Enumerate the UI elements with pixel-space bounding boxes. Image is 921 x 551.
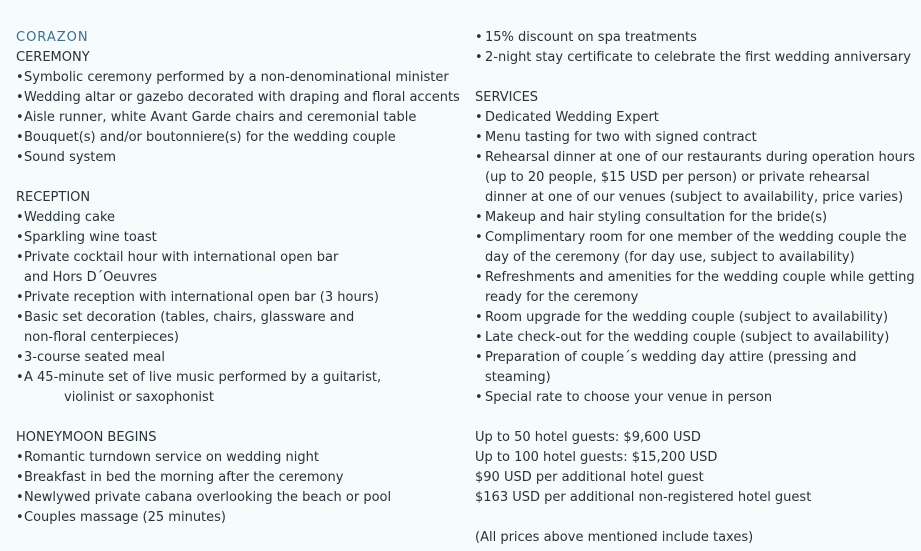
list-item: • Symbolic ceremony performed by a non-denominational minister [16,68,461,88]
list-item: • Sound system [16,148,461,168]
ceremony-heading: CEREMONY [16,50,90,65]
bullet-icon: • [475,50,483,65]
spacer [16,168,461,188]
list-item: • Menu tasting for two with signed contract [475,128,915,148]
price-line: Up to 50 hotel guests: $9,600 USD [475,430,701,445]
list-item: • Rehearsal dinner at one of our restaurants during operation hours (up to 20 people, $15 USD per person) or private rehearsal dinner at one of our venues (subject to availability, price varies) [475,150,916,205]
list-item: • Room upgrade for the wedding couple (subject to availability) [475,308,915,328]
bullet-icon: • [16,90,24,105]
bullet-icon: • [16,230,24,245]
honeymoon-list-continued [475,28,915,68]
list-item: • Complimentary room for one member of the wedding couple the day of the ceremony (for day use, subject to availability) [475,230,907,265]
list-item: • Private cocktail hour with international open bar and Hors D´Oeuvres [16,250,339,285]
list-item: • A 45-minute set of live music performed by a guitarist, violinist or saxophonist [16,368,461,408]
spacer [475,508,915,528]
bullet-icon: • [16,490,24,505]
list-item: • Newlywed private cabana overlooking the beach or pool [16,488,461,508]
bullet-icon: • [475,130,483,145]
bullet-icon: • [16,210,24,225]
bullet-icon: • [16,110,24,125]
list-item: • Private reception with international open bar (3 hours) [16,288,461,308]
bullet-icon: • [16,450,24,465]
bullet-icon: • [475,110,483,125]
reception-list [16,208,461,408]
bullet-icon: • [475,30,483,45]
list-item: • 15% discount on spa treatments [475,28,915,48]
bullet-icon: • [16,310,24,325]
bullet-icon: • [475,330,483,345]
list-item: • Aisle runner, white Avant Garde chairs and ceremonial table [16,108,461,128]
list-item-continuation: violinist or saxophonist [64,390,214,405]
list-item: • 2-night stay certificate to celebrate the first wedding anniversary [475,48,915,68]
list-item: • Refreshments and amenities for the wedding couple while getting ready for the ceremony [475,270,915,305]
honeymoon-list [16,448,461,528]
bullet-icon: • [16,70,24,85]
bullet-icon: • [16,250,24,265]
bullet-icon: • [16,470,24,485]
price-line: $90 USD per additional hotel guest [475,470,704,485]
bullet-icon: • [475,390,483,405]
price-note: (All prices above mentioned include taxes) [475,530,754,545]
list-item: • Makeup and hair styling consultation for the bride(s) [475,208,915,228]
services-heading: SERVICES [475,90,539,105]
list-item: • Breakfast in bed the morning after the ceremony [16,468,461,488]
list-item: • 3-course seated meal [16,348,461,368]
bullet-icon: • [16,510,24,525]
bullet-icon: • [16,350,24,365]
spacer [16,408,461,428]
bullet-icon: • [16,150,24,165]
list-item: • Special rate to choose your venue in person [475,388,915,408]
bullet-icon: • [475,150,483,165]
brand-title: CORAZON [16,30,89,45]
bullet-icon: • [475,230,483,245]
price-line: $163 USD per additional non-registered hotel guest [475,490,812,505]
left-column [16,28,461,528]
bullet-icon: • [16,370,24,385]
bullet-icon: • [16,130,24,145]
spacer [475,408,915,428]
reception-heading: RECEPTION [16,190,91,205]
list-item: • Preparation of couple´s wedding day attire (pressing and steaming) [475,350,857,385]
ceremony-list [16,68,461,168]
bullet-icon: • [475,270,483,285]
list-item: • Wedding cake [16,208,461,228]
list-item: • Sparkling wine toast [16,228,461,248]
bullet-icon: • [475,310,483,325]
bullet-icon: • [475,350,483,365]
list-item: • Bouquet(s) and/or boutonniere(s) for the wedding couple [16,128,461,148]
services-list [475,108,915,408]
list-item: • Late check-out for the wedding couple (subject to availability) [475,328,915,348]
list-item: • Dedicated Wedding Expert [475,108,915,128]
price-line: Up to 100 hotel guests: $15,200 USD [475,450,718,465]
list-item: • Wedding altar or gazebo decorated with draping and floral accents [16,88,461,108]
spacer [475,68,915,88]
list-item: • Basic set decoration (tables, chairs, glassware and non-floral centerpieces) [16,310,355,345]
list-item: • Romantic turndown service on wedding night [16,448,461,468]
honeymoon-heading: HONEYMOON BEGINS [16,430,157,445]
right-column [475,28,915,548]
bullet-icon: • [16,290,24,305]
list-item: • Couples massage (25 minutes) [16,508,461,528]
bullet-icon: • [475,210,483,225]
